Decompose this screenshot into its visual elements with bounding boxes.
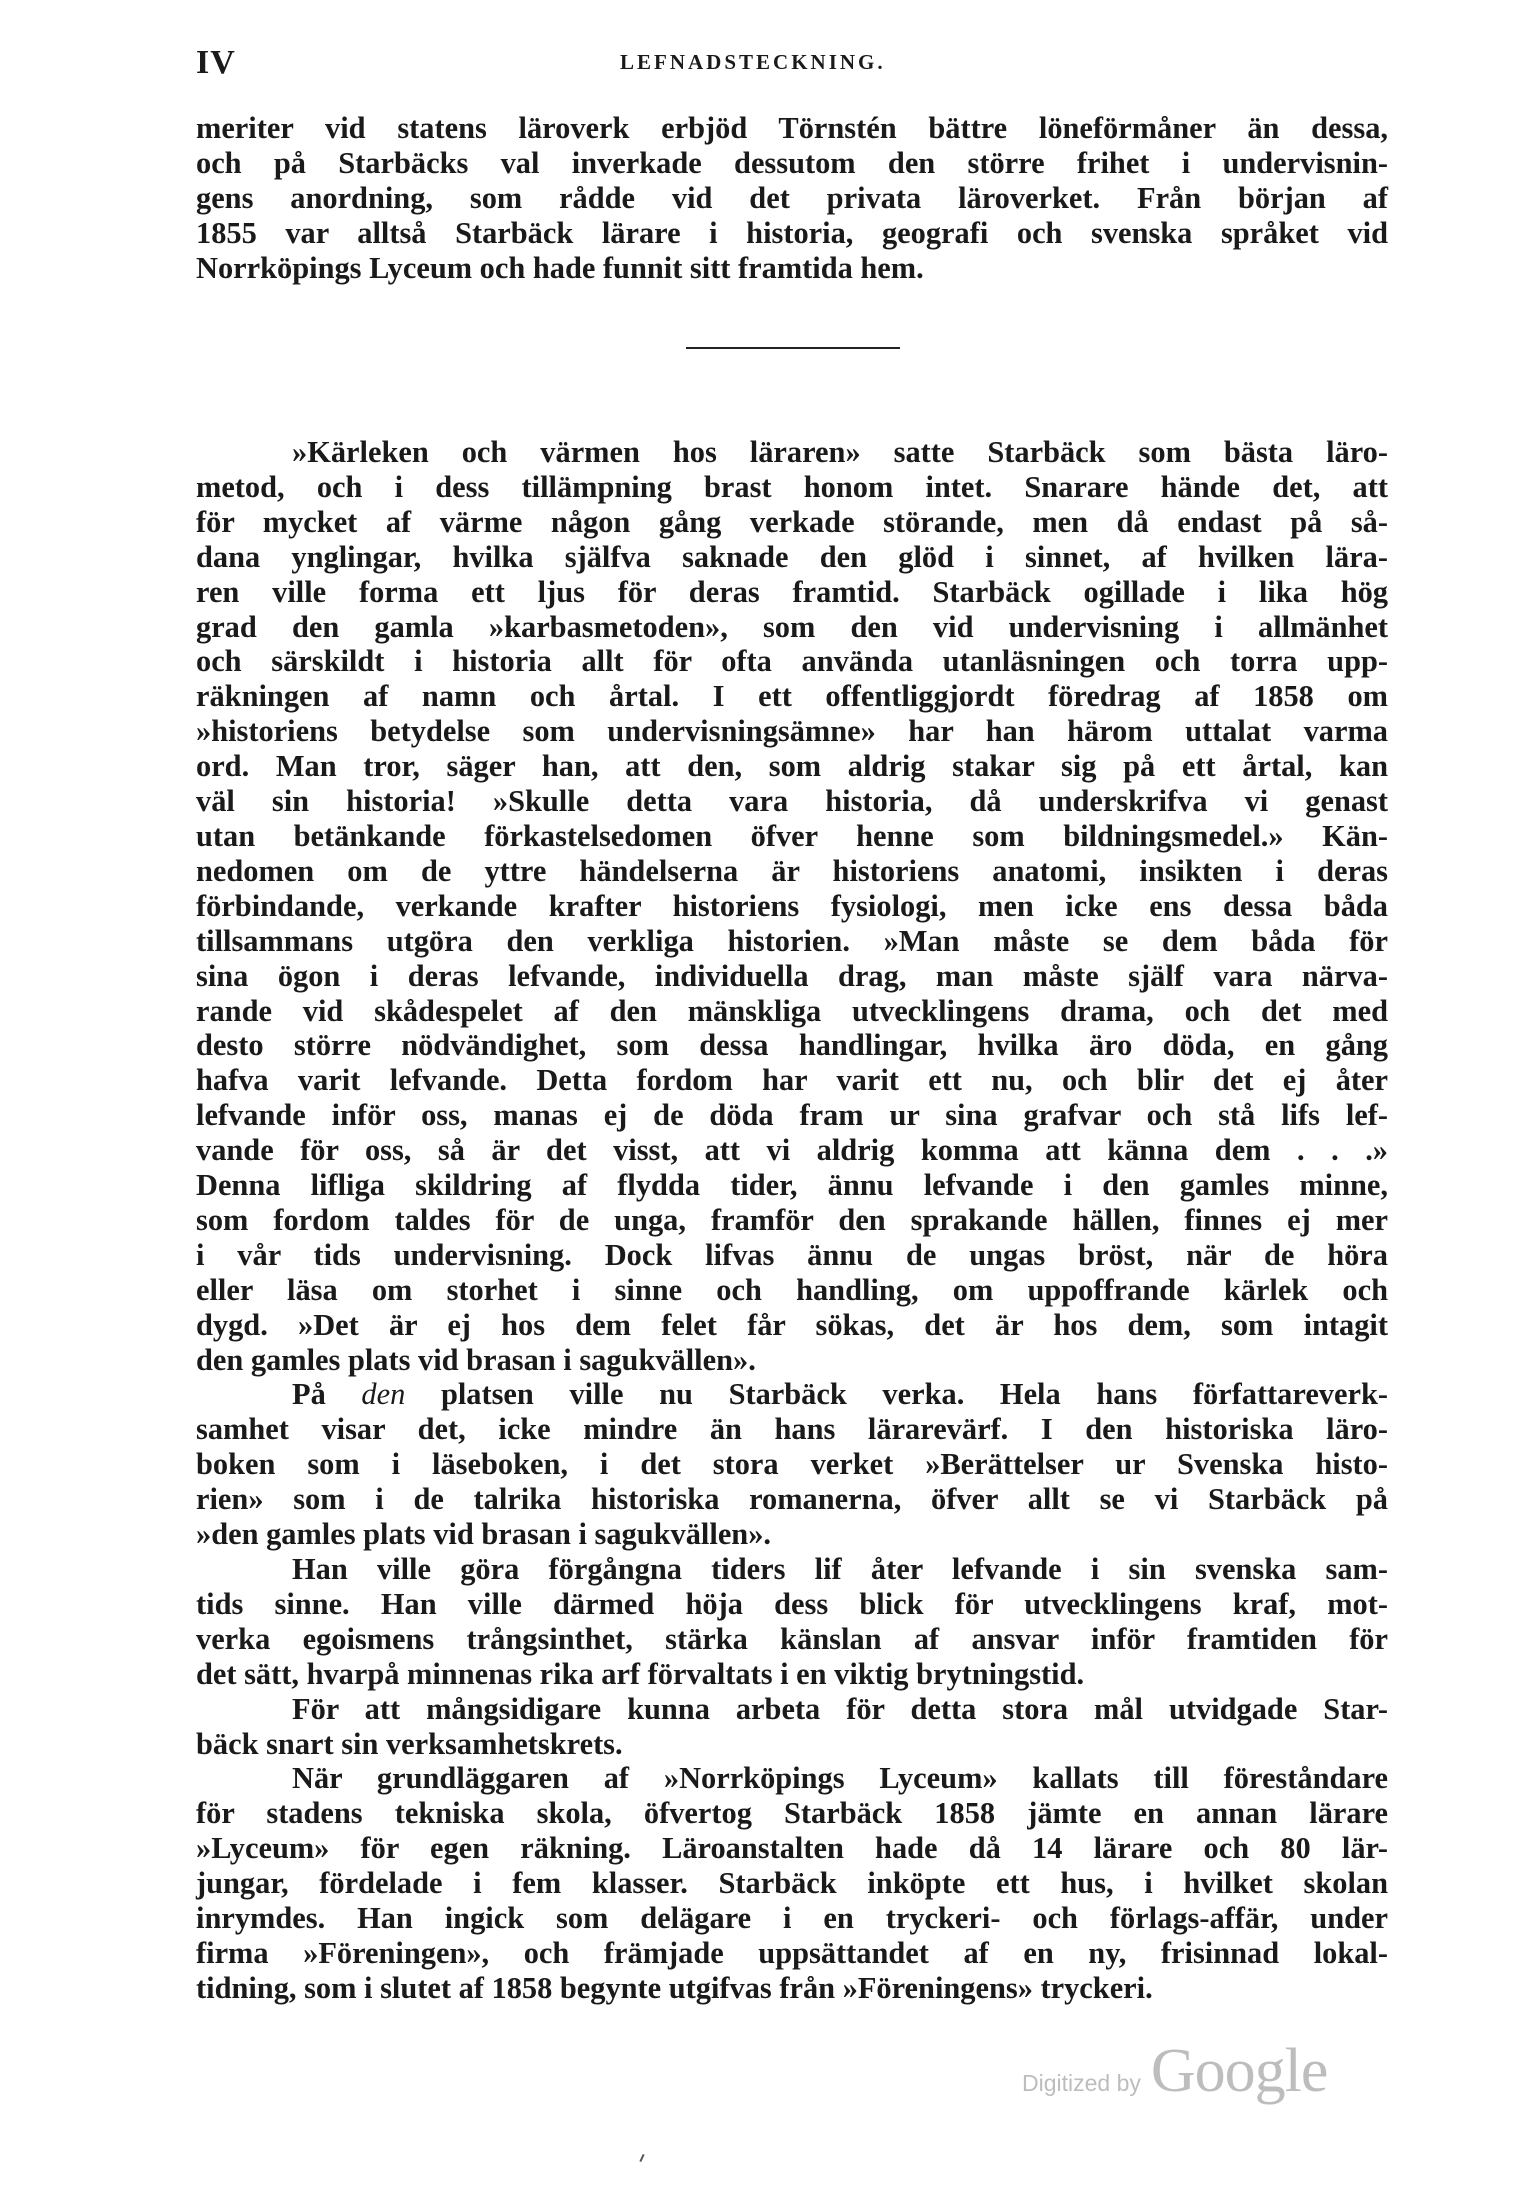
- text-line: nedomen om de yttre händelserna är historiens anatomi, insikten i deras: [196, 853, 1388, 888]
- text-line: för stadens tekniska skola, öfvertog Starbäck 1858 jämte en annan lärare: [196, 1796, 1388, 1831]
- text-line: och på Starbäcks val inverkade dessutom den större frihet i undervisnin-: [196, 145, 1388, 180]
- text-line: den gamles plats vid brasan i sagukvällen».: [196, 1342, 756, 1377]
- text-line: sina ögon i deras lefvande, individuella drag, man måste själf vara närva-: [196, 958, 1388, 993]
- text-line: meriter vid statens läroverk erbjöd Törnstén bättre löneförmåner än dessa,: [196, 111, 1388, 145]
- text-line: metod, och i dess tillämpning brast honom intet. Snarare hände det, att: [196, 469, 1388, 504]
- watermark-prefix: Digitized by: [1022, 2070, 1141, 2096]
- text-line: grad den gamla »karbasmetoden», som den vid undervisning i allmänhet: [196, 609, 1388, 644]
- text-line: rien» som i de talrika historiska romanerna, öfver allt se vi Starbäck på: [196, 1482, 1388, 1517]
- text-line: ren ville forma ett ljus för deras framtid. Starbäck ogillade i lika hög: [196, 574, 1388, 609]
- text-line: »Kärleken och värmen hos läraren» satte Starbäck som bästa läro-: [292, 435, 1388, 469]
- text-line: När grundläggaren af »Norrköpings Lyceum» kallats till föreståndare: [292, 1761, 1388, 1796]
- text-line: i vår tids undervisning. Dock lifvas ännu de ungas bröst, när de höra: [196, 1237, 1388, 1272]
- text-line: För att mångsidigare kunna arbeta för detta stora mål utvidgade Star-: [292, 1691, 1388, 1726]
- stray-ink-mark: [639, 2154, 644, 2162]
- text-line: väl sin historia! »Skulle detta vara historia, då underskrifva vi genast: [196, 784, 1388, 819]
- text-line: för mycket af värme någon gång verkade störande, men då endast på så-: [196, 504, 1388, 539]
- digitized-watermark: [1022, 2036, 1327, 2107]
- text-line: På den platsen ville nu Starbäck verka. Hela hans författareverk-: [292, 1377, 1388, 1412]
- text-line: inrymdes. Han ingick som delägare i en tryckeri- och förlags-affär, under: [196, 1901, 1388, 1936]
- text-line: tids sinne. Han ville därmed höja dess blick för utvecklingens kraf, mot-: [196, 1586, 1388, 1621]
- google-logo-text: Google: [1150, 2037, 1328, 2105]
- page-number: IV: [196, 44, 236, 81]
- text-line: »den gamles plats vid brasan i sagukvällen».: [196, 1517, 772, 1552]
- text-line: Han ville göra förgångna tiders lif åter lefvande i sin svenska sam-: [292, 1552, 1388, 1586]
- text-line: utan betänkande förkastelsedomen öfver henne som bildningsmedel.» Kän-: [196, 818, 1388, 853]
- text-line: lefvande inför oss, manas ej de döda fram ur sina grafvar och stå lifs lef-: [196, 1098, 1388, 1133]
- text-line: tillsammans utgöra den verkliga historien. »Man måste se dem båda för: [196, 923, 1388, 958]
- text-line: boken som i läseboken, i det stora verket »Berättelser ur Svenska histo-: [196, 1447, 1388, 1482]
- text-line: det sätt, hvarpå minnenas rika arf förvaltats i en viktig brytningstid.: [196, 1656, 1085, 1691]
- text-line: räkningen af namn och årtal. I ett offentliggjordt föredrag af 1858 om: [196, 679, 1388, 714]
- text-line: eller läsa om storhet i sinne och handling, om uppoffrande kärlek och: [196, 1272, 1388, 1307]
- text-line: Norrköpings Lyceum och hade funnit sitt framtida hem.: [196, 250, 924, 285]
- text-line: rande vid skådespelet af den mänskliga utvecklingens drama, och det med: [196, 993, 1388, 1028]
- text-line: tidning, som i slutet af 1858 begynte utgifvas från »Föreningens» tryckeri.: [196, 1970, 1153, 2005]
- text-line: samhet visar det, icke mindre än hans lärarevärf. I den historiska läro-: [196, 1412, 1388, 1447]
- section-divider-rule: [686, 347, 900, 349]
- text-line: vande för oss, så är det visst, att vi aldrig komma att känna dem . . .»: [196, 1133, 1388, 1168]
- running-title: LEFNADSTECKNING.: [620, 50, 886, 74]
- text-line: dygd. »Det är ej hos dem felet får sökas, det är hos dem, som intagit: [196, 1307, 1388, 1342]
- text-line: jungar, fördelade i fem klasser. Starbäck inköpte ett hus, i hvilket skolan: [196, 1866, 1388, 1901]
- text-line: desto större nödvändighet, som dessa handlingar, hvilka äro döda, en gång: [196, 1028, 1388, 1063]
- text-line: Denna lifliga skildring af flydda tider, ännu lefvande i den gamles minne,: [196, 1168, 1388, 1203]
- text-line: dana ynglingar, hvilka själfva saknade den glöd i sinnet, af hvilken lära-: [196, 539, 1388, 574]
- text-line: hafva varit lefvande. Detta fordom har varit ett nu, och blir det ej åter: [196, 1063, 1388, 1098]
- text-line: som fordom taldes för de unga, framför den sprakande hällen, finnes ej mer: [196, 1202, 1388, 1237]
- paragraph-2: [196, 435, 1388, 2006]
- text-line: firma »Föreningen», och främjade uppsättandet af en ny, frisinnad lokal-: [196, 1935, 1388, 1970]
- text-line: 1855 var alltså Starbäck lärare i historia, geografi och svenska språket vid: [196, 215, 1388, 250]
- text-line: förbindande, verkande krafter historiens fysiologi, men icke ens dessa båda: [196, 888, 1388, 923]
- text-line: bäck snart sin verksamhetskrets.: [196, 1726, 623, 1761]
- text-line: ord. Man tror, säger han, att den, som aldrig stakar sig på ett årtal, kan: [196, 749, 1388, 784]
- text-line: verka egoismens trångsinthet, stärka känslan af ansvar inför framtiden för: [196, 1621, 1388, 1656]
- text-line: »historiens betydelse som undervisningsämne» har han härom uttalat varma: [196, 714, 1388, 749]
- text-line: »Lyceum» för egen räkning. Läroanstalten hade då 14 lärare och 80 lär-: [196, 1831, 1388, 1866]
- paragraph-1: [196, 111, 1388, 286]
- text-line: och särskildt i historia allt för ofta använda utanläsningen och torra upp-: [196, 644, 1388, 679]
- text-line: gens anordning, som rådde vid det privata läroverket. Från början af: [196, 180, 1388, 215]
